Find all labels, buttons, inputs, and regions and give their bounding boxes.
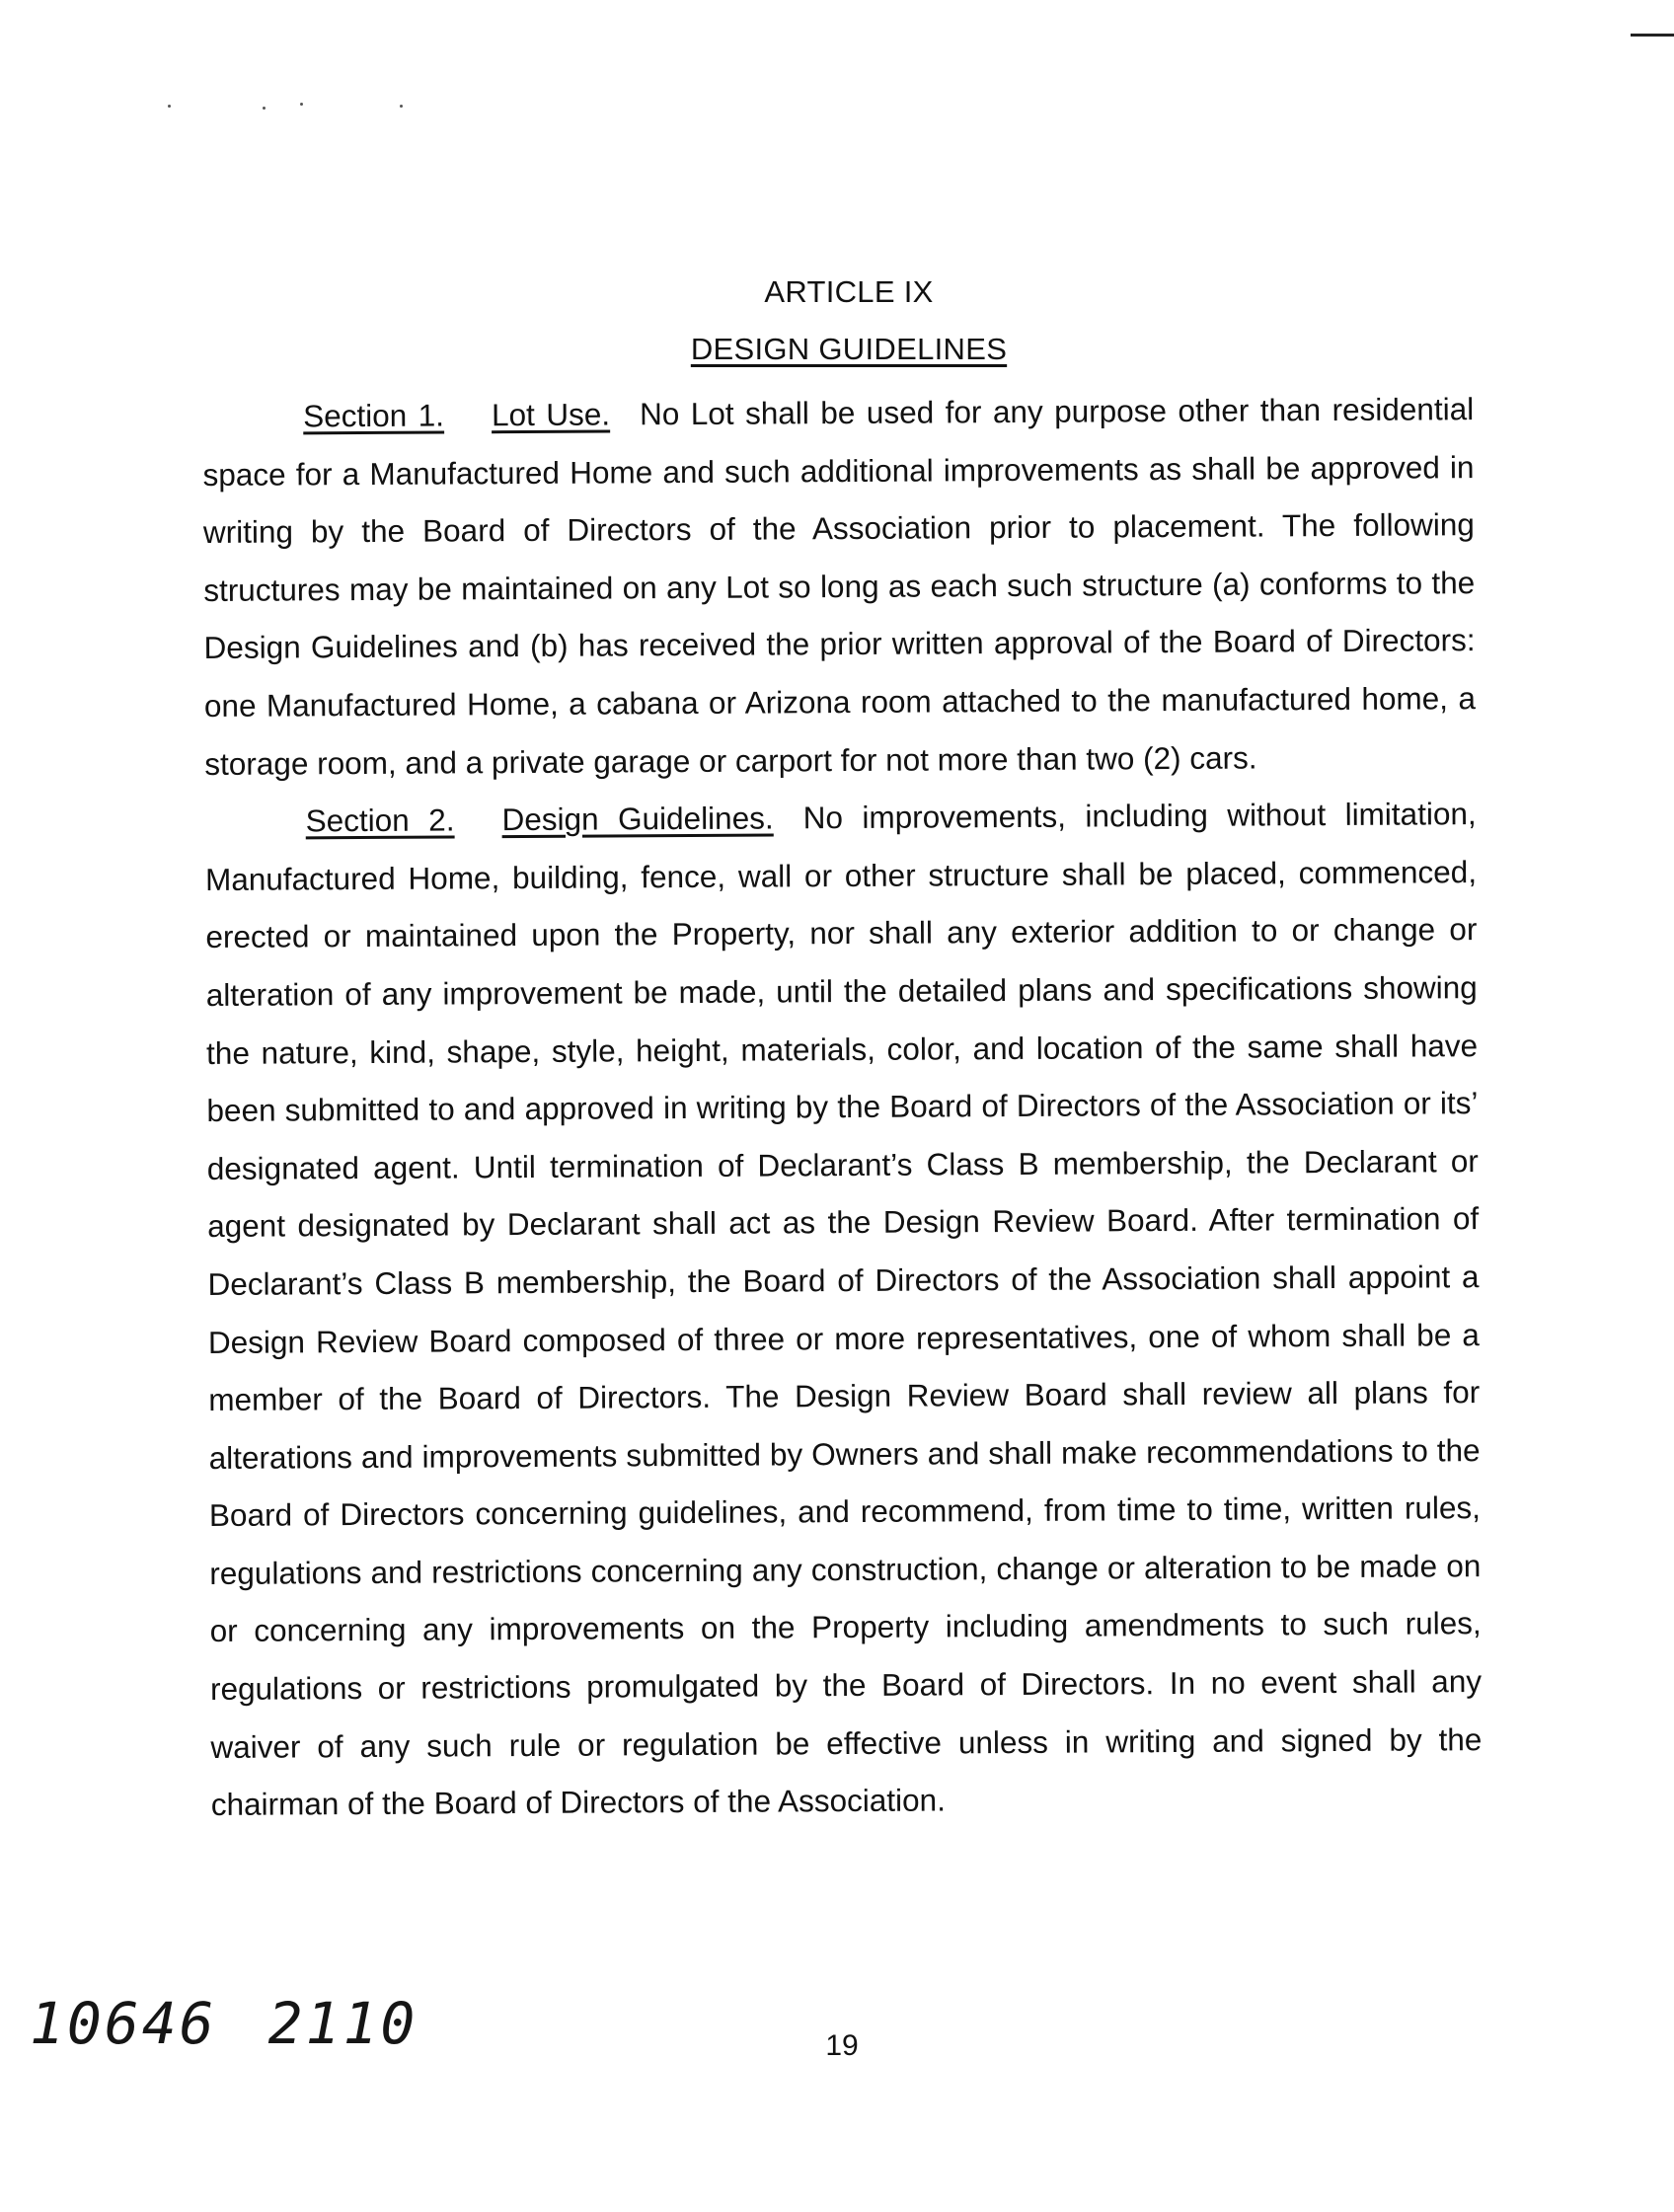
page-number: 19 (825, 2029, 859, 2062)
section-text: No improvements, including without limitation, Manufactured Home, building, fence, wall or other structure shall be placed, commenced, erected or maintained upon the Property, nor shall any exterior addition to or change or alteration of any improvement be made, until the detailed plans and specifications showing the nature, kind, shape, style, height, materials, color, and location of the same shall have been submitted to and approved in writing by the Board of Directors of the Association or its’ designated agent. Until termination of Declarant’s Class B membership, the Declarant or agent designated by Declarant shall act as the Design Review Board. After termination of Declarant’s Class B membership, the Board of Directors of the Association shall appoint a Design Review Board composed of three or more representatives, one of whom shall be a member of the Board of Directors. The Design Review Board shall review all plans for alterations and improvements submitted by Owners and shall make recommendations to the Board of Directors concerning guidelines, and recommend, from time to time, written rules, regulations and restrictions concerning any construction, change or alteration to be made on or concerning any improvements on the Property including amendments to such rules, regulations or restrictions promulgated by the Board of Directors. In no event shall any waiver of any such rule or regulation be effective unless in writing and signed by the chairman of the Board of Directors of the Association. (204, 796, 1483, 1823)
article-title-text: DESIGN GUIDELINES (690, 332, 1008, 366)
section-title: Design Guidelines. (501, 800, 774, 838)
scan-edge-mark (1631, 34, 1674, 37)
section-text: No Lot shall be used for any purpose other than residential space for a Manufactured Home and such additional improvements as shall be approved in writing by the Board of Directors of the Association prior to placement. The following structures may be maintained on any Lot so long as each such structure (a) conforms to the Design Guidelines and (b) has received the prior written approval of the Board of Directors: one Manufactured Home, a cabana or Arizona room attached to the manufactured home, a storage room, and a private garage or carport for not more than two (2) cars. (202, 391, 1477, 782)
stamp-page-number: 2110 (267, 1990, 418, 2057)
section-label: Section 2. (305, 801, 455, 839)
stamp-book-number: 10646 (30, 1990, 217, 2057)
article-title (12, 332, 1674, 367)
recording-stamp (30, 1990, 418, 2057)
section-title: Lot Use. (491, 396, 611, 433)
scan-speck (263, 107, 266, 110)
scan-speck (168, 105, 171, 108)
section-label: Section 1. (303, 397, 445, 434)
article-number: ARTICLE IX (764, 274, 934, 309)
section-paragraph (202, 380, 1476, 793)
scan-speck (400, 105, 403, 108)
section-paragraph (205, 785, 1483, 1834)
scan-speck (300, 103, 303, 106)
article-body (202, 380, 1483, 1834)
